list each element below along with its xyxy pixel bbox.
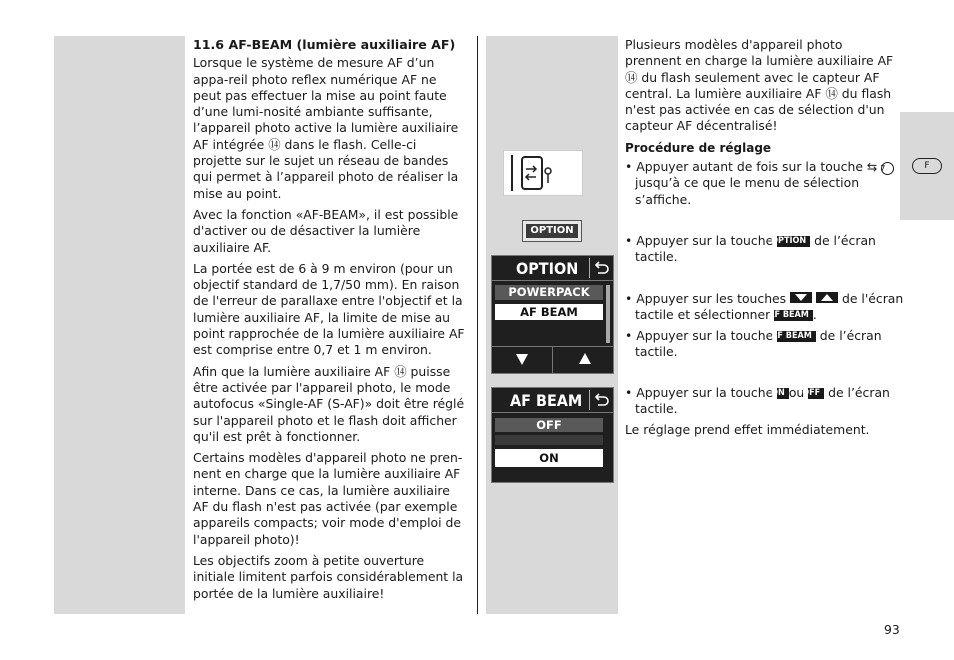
paragraph: Afin que la lumière auxiliaire AF ⑭ puisse être activée par l'appareil photo, le mode autofocus «Single-AF (S-AF)» doit être réglé sur l'appareil photo et le flash doit afficher qu'il est prêt à fonctionner. [193,363,465,444]
menu-separator [495,435,603,445]
step-5: • Appuyer sur la touche ON ou OFF de l’écran tactile. [625,385,890,417]
up-key-icon [816,292,838,303]
down-arrow-icon [516,354,528,365]
step-1: • Appuyer autant de fois sur la touche ⇆ 7 jusqu’à ce que le menu de sélection s’affiche. [625,159,907,208]
option-button-label: OPTION [526,224,578,238]
down-key-icon [790,292,812,303]
procedure-heading: Procédure de réglage [625,140,772,155]
menu-item-powerpack: POWERPACK [495,285,603,300]
paragraph: La portée est de 6 à 9 m environ (pour un objectif standard de 1,7/50 mm). En raison de l'erreur de parallaxe entre l'objectif et la lumière auxiliaire AF, la limite de mise au point rapprochée de la lumière auxiliaire AF est comprise entre 0,7 et 1 m environ. [193,260,465,358]
option-button-illustration [522,220,582,242]
on-key-label: ON [777,388,789,399]
column-divider [477,36,478,614]
intro-paragraph: Plusieurs modèles d'appareil photo prennent en charge la lumière auxiliaire AF ⑭ du flash seulement avec le capteur AF central. La lumière auxiliaire AF ⑭ du flash n'est pas activée en cas de sélection d'un capteur AF décentralisé! [625,37,894,134]
flash-key-illustration [503,150,583,196]
step-2: • Appuyer sur la touche OPTION de l’écran tactile. [625,233,876,265]
section-heading: 11.6 AF-BEAM (lumière auxiliaire AF) [193,37,456,52]
paragraph: Les objectifs zoom à petite ouverture initiale limitent parfois considérablement la portée de la lumière auxiliaire! [193,552,464,601]
mode-arrows-icon: ⇆ [866,159,878,174]
back-icon [589,390,612,410]
af-beam-key-label: AF BEAM [777,331,816,342]
paragraph: Certains modèles d'appareil photo ne pren-nent en charge que la lumière auxiliaire AF interne. Dans ce cas, la lumière auxiliaire AF du flash n'est pas activée (par exemple appareils compacts; voir mode d'emploi de l'appareil photo)! [193,450,463,547]
step-4: • Appuyer sur la touche AF BEAM de l’écran tactile. [625,328,882,360]
paragraph: Avec la fonction «AF-BEAM», il est possible d'activer ou de désactiver la lumière auxiliaire AF. [193,206,459,255]
left-text-column [193,37,465,607]
result-text: Le réglage prend effet immédiatement. [625,422,870,437]
language-badge: F [912,158,942,174]
off-key-label: OFF [808,388,824,399]
up-arrow-icon [579,353,591,364]
key-icon [504,151,582,195]
page-number: 93 [884,622,900,637]
left-grey-column [54,36,185,614]
option-key-label: OPTION [777,236,810,247]
step-3: • Appuyer sur les touches de l'écran tactile et sélectionner AF BEAM . [625,291,904,323]
right-text-column [625,37,900,161]
menu-item-af-beam: AF BEAM [495,304,603,320]
paragraph: Lorsque le système de mesure AF d’un appa-reil photo reflex numérique AF ne peut pas effectuer la mise au point faute d’une lumi-nosité ambiante suffisante, l’appareil photo active la lumière auxiliaire AF intégrée ⑭ dans le flash. Celle-ci projette sur le sujet un réseau de bandes qui permet à l’appareil photo de réaliser la mise au point. [193,55,459,201]
menu-item-on: ON [495,449,603,467]
option-menu-screen [491,255,614,374]
af-beam-key-label: AF BEAM [774,310,813,321]
menu-item-off: OFF [495,418,603,432]
key-number: 7 [881,162,894,175]
scrollbar [606,285,610,343]
screen-title: AF BEAM [510,391,583,410]
back-icon [589,258,612,278]
af-beam-menu-screen [491,387,614,483]
screen-title: OPTION [516,259,579,278]
